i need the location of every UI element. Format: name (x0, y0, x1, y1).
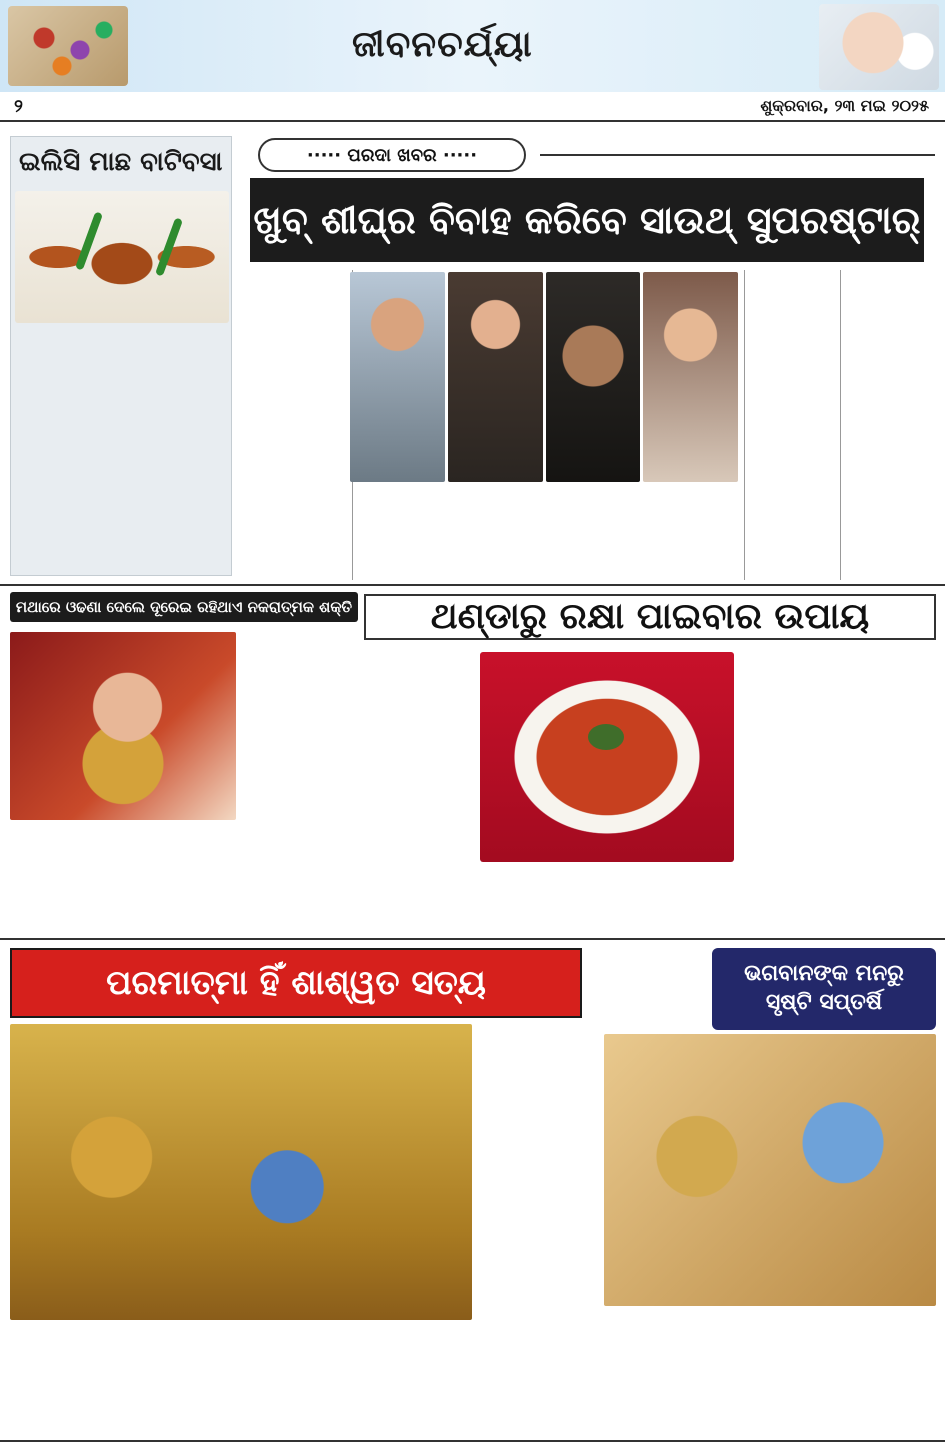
bhagavan-headline-box (712, 948, 936, 1030)
recipe-section (10, 136, 232, 576)
cold-headline: ଥଣ୍ଡାରୁ ରକ୍ଷା ପାଇବାର ଉପାୟ (430, 596, 870, 637)
divider (540, 154, 935, 156)
food-photo-icon (8, 6, 128, 86)
divider (0, 584, 945, 586)
gita-painting (10, 1024, 472, 1320)
couple-photo (350, 272, 445, 482)
dateline (0, 94, 945, 122)
divider (0, 938, 945, 940)
column-rule (744, 270, 745, 580)
column-rule (840, 270, 841, 580)
gossip-headline: ଖୁବ୍ ଶୀଘ୍ର ବିବାହ କରିବେ ସାଉଥ୍ ସୁପରଷ୍ଟାର୍ (253, 197, 921, 242)
recipe-title: ଇଲିସି ମାଛ ବାଟିବସା (19, 147, 223, 177)
actress-photo (448, 272, 543, 482)
actor-photo (546, 272, 641, 482)
dupatta-headline-bar (10, 592, 358, 622)
divider (0, 1440, 945, 1442)
section-label-parda-khabar: ····· ପରଦା ଖବର ····· (258, 138, 526, 172)
masthead (0, 0, 945, 92)
chili-icon (75, 211, 103, 270)
fish-dish-photo (15, 191, 229, 323)
bhagavan-headline-line1: ଭଗବାନଙ୍କ ମନରୁ (744, 961, 904, 987)
paramatma-headline: ପରମାତ୍ମା ହିଁ ଶାଶ୍ୱତ ସତ୍ୟ (106, 963, 486, 1003)
cold-headline-box (364, 594, 936, 640)
issue-date: ଶୁକ୍ରବାର, ୨୩ ମଇ ୨୦୨୫ (760, 96, 929, 115)
page-title: ଜୀବନଚର୍ଯ୍ୟା (352, 24, 533, 65)
bride-photo (10, 632, 236, 820)
face-cream-photo-icon (819, 4, 939, 90)
soup-photo (480, 652, 734, 862)
krishna-arjuna-painting (604, 1034, 936, 1306)
page-number: ୨ (14, 96, 23, 117)
paramatma-headline-box (10, 948, 582, 1018)
chili-icon (155, 217, 183, 276)
bhagavan-headline-line2: ସୃଷ୍ଟି ସପ୍ତର୍ଷି (765, 990, 883, 1015)
celebrity-photo-strip (350, 272, 738, 482)
dupatta-headline: ମଥାରେ ଓଢଣା ଦେଲେ ଦୂରେଇ ରହିଥାଏ ନକରାତ୍ମକ ଶକ୍ତି (15, 598, 353, 616)
coriander-garnish-icon (588, 724, 624, 750)
actress-portrait (643, 272, 738, 482)
gossip-headline-bar (250, 178, 924, 262)
